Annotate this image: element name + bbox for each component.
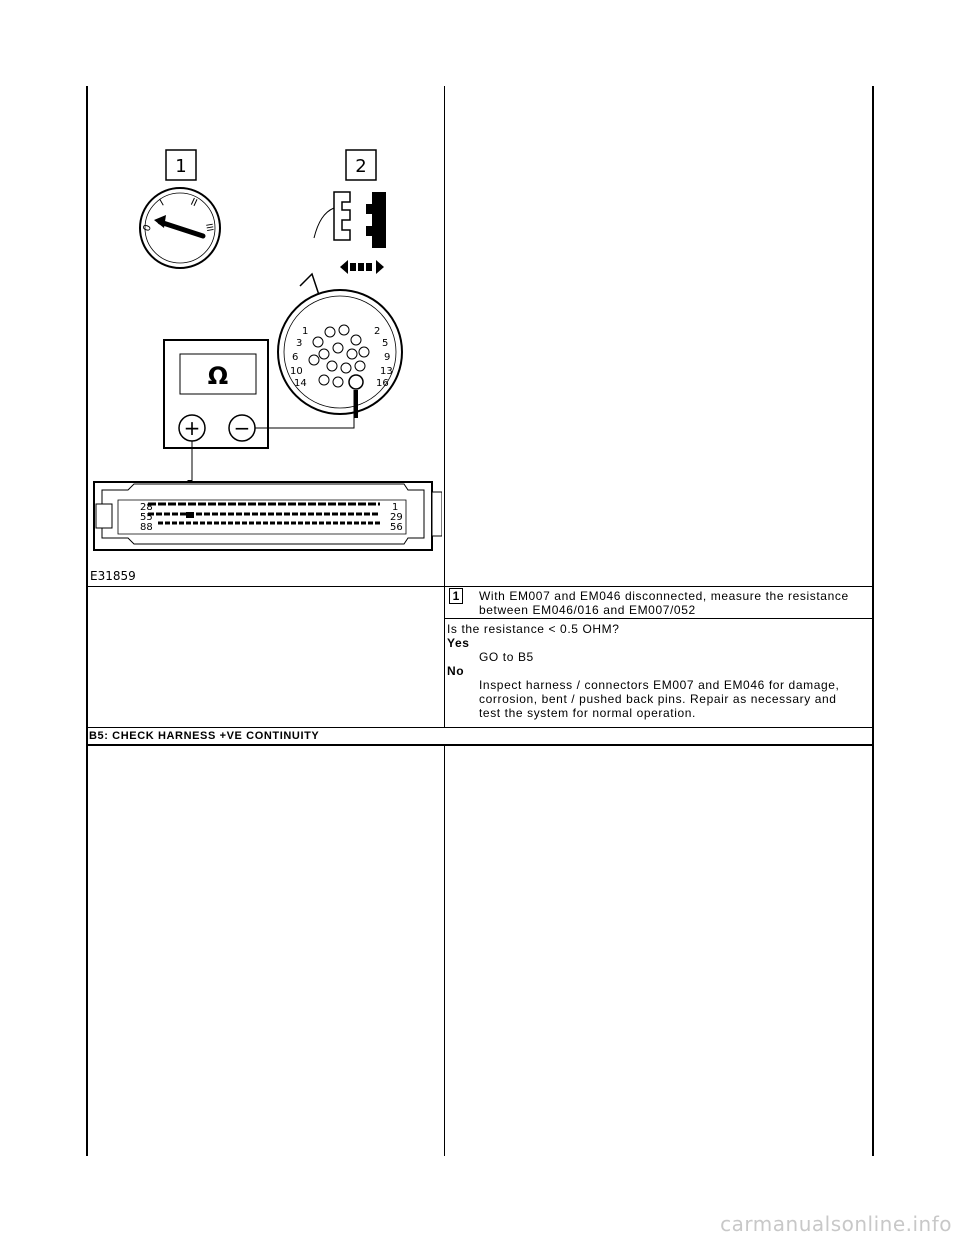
- connector-disconnect-icon: [314, 192, 386, 274]
- switch-mark-1: I: [158, 197, 167, 209]
- switch-mark-0: 0: [141, 223, 154, 234]
- no-action-line3: test the system for normal operation.: [479, 706, 696, 720]
- no-action-line1: Inspect harness / connectors EM007 and EM046 for damage,: [479, 678, 840, 692]
- pin-label-13: 13: [380, 366, 393, 377]
- watermark: carmanualsonline.info: [720, 1212, 952, 1236]
- figure-id-label: E31859: [90, 569, 136, 583]
- row-divider-step: [444, 618, 874, 619]
- question-text: Is the resistance < 0.5 OHM?: [447, 622, 620, 636]
- step-instruction-line1: With EM007 and EM046 disconnected, measure the resistance: [479, 589, 849, 603]
- pin-label-14: 14: [294, 378, 307, 389]
- pin-label-6: 6: [292, 352, 299, 363]
- ecm-pin-55: 55: [140, 512, 153, 523]
- no-action-line2: corrosion, bent / pushed back pins. Repair as necessary and: [479, 692, 837, 706]
- ecm-connector-em007: [94, 482, 442, 550]
- ecm-pin-1: 1: [392, 502, 399, 513]
- table-middle-divider-bottom: [444, 745, 445, 1156]
- row-divider-figure: [86, 586, 874, 587]
- pin-label-10: 10: [290, 366, 303, 377]
- table-middle-divider-top: [444, 86, 445, 727]
- pin-label-2: 2: [374, 326, 381, 337]
- step-instruction-line2: between EM046/016 and EM007/052: [479, 603, 696, 617]
- callout-1-label: 1: [175, 156, 187, 177]
- switch-mark-2: II: [188, 196, 199, 210]
- ohmmeter-icon: [164, 340, 268, 448]
- ecm-pin-29: 29: [390, 512, 403, 523]
- ignition-switch-icon: [140, 188, 220, 268]
- meter-plus: +: [183, 416, 201, 440]
- test-procedure-figure: [88, 140, 442, 586]
- no-label: No: [447, 664, 465, 678]
- step-number-box: 1: [449, 588, 463, 604]
- row-divider-header: [86, 744, 874, 746]
- row-divider-question: [86, 727, 874, 728]
- yes-label: Yes: [447, 636, 470, 650]
- ecm-pin-88: 88: [140, 522, 153, 533]
- meter-symbol: Ω: [207, 362, 229, 390]
- pin-label-1: 1: [302, 326, 309, 337]
- pin-label-5: 5: [382, 338, 389, 349]
- ecm-pin-56: 56: [390, 522, 403, 533]
- round-connector-em046: [278, 274, 402, 414]
- yes-action: GO to B5: [479, 650, 534, 664]
- callout-2-label: 2: [355, 156, 367, 177]
- ecm-pin-28: 28: [140, 502, 153, 513]
- pin-label-16: 16: [376, 378, 389, 389]
- pin-label-3: 3: [296, 338, 303, 349]
- pin-label-9: 9: [384, 352, 391, 363]
- section-header-b5: B5: CHECK HARNESS +VE CONTINUITY: [89, 730, 320, 742]
- table-right-border: [872, 86, 874, 1156]
- switch-mark-3: III: [203, 222, 215, 233]
- meter-minus: −: [233, 416, 251, 440]
